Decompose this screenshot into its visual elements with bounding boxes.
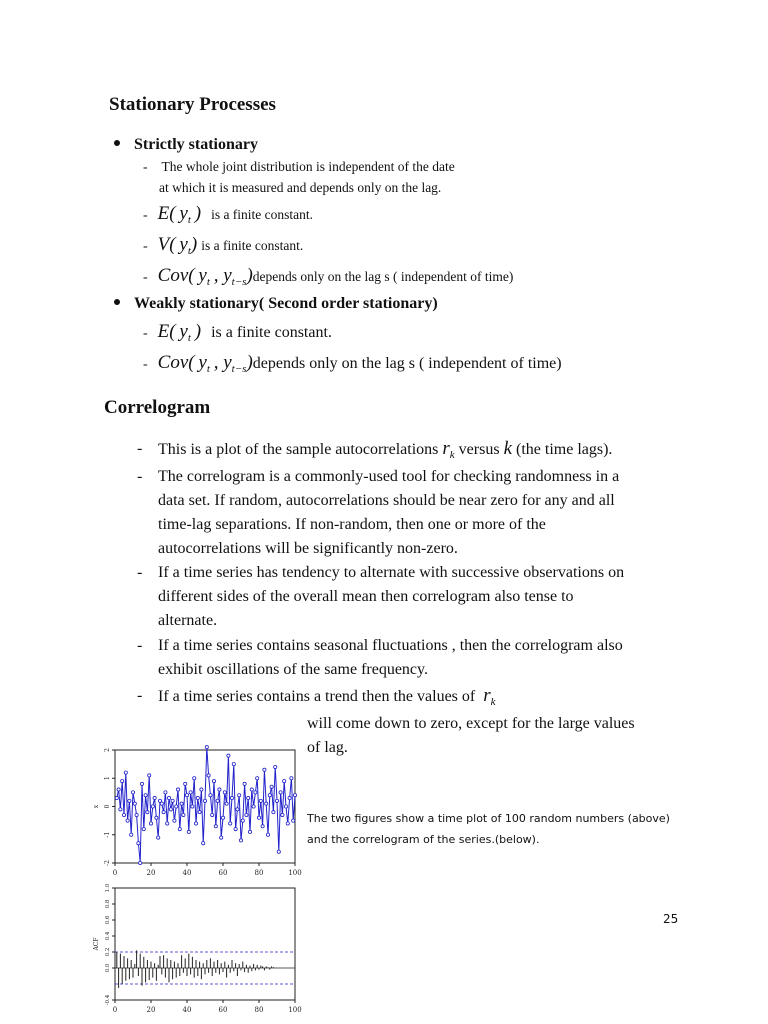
data-point xyxy=(279,791,282,794)
data-point xyxy=(248,830,251,833)
data-point xyxy=(149,822,152,825)
data-point xyxy=(189,791,192,794)
data-point xyxy=(283,779,286,782)
data-point xyxy=(263,768,266,771)
data-point xyxy=(239,839,242,842)
data-point xyxy=(200,788,203,791)
para-1-text-b: versus xyxy=(458,441,500,458)
y-tick-label: -1 xyxy=(104,831,111,838)
data-point xyxy=(139,861,142,864)
data-point xyxy=(142,828,145,831)
x-tick-label: 80 xyxy=(254,1006,264,1014)
para-2-line: time-lag separations. If non-random, then one or more of the xyxy=(158,516,546,533)
data-point xyxy=(153,796,156,799)
data-point xyxy=(122,813,125,816)
data-point xyxy=(178,828,181,831)
data-point xyxy=(128,799,131,802)
data-point xyxy=(261,825,264,828)
x-tick-label: 0 xyxy=(112,1006,118,1014)
data-point xyxy=(211,813,214,816)
data-point xyxy=(167,796,170,799)
weak-mean-line: - E( $y_t$ ) is a finite constant. xyxy=(143,321,332,344)
data-point xyxy=(286,822,289,825)
data-point xyxy=(137,842,140,845)
data-point xyxy=(238,794,241,797)
x-tick-label: 60 xyxy=(218,1006,228,1014)
x-tick-label: 20 xyxy=(146,1006,156,1014)
data-point xyxy=(216,799,219,802)
data-point xyxy=(259,799,262,802)
y-tick-label: 1 xyxy=(104,776,111,781)
data-point xyxy=(184,782,187,785)
strict-mean-text: is a finite constant. xyxy=(211,207,314,222)
data-point xyxy=(220,836,223,839)
x-tick-label: 40 xyxy=(182,1006,192,1014)
x-tick-label: 60 xyxy=(218,869,228,877)
x-tick-label: 0 xyxy=(112,869,118,877)
data-point xyxy=(221,816,224,819)
data-point xyxy=(252,805,255,808)
bullet-heading: Weakly stationary( Second order stationary) xyxy=(134,295,438,312)
figure-caption xyxy=(307,808,670,850)
para-2-line: data set. If random, autocorrelations should be near zero for any and all xyxy=(158,492,615,509)
strict-cov-text: depends only on the lag s ( independent of time) xyxy=(252,269,514,284)
data-point xyxy=(126,819,129,822)
data-point xyxy=(256,777,259,780)
para-2-line: The correlogram is a commonly-used tool for checking randomness in a xyxy=(158,468,620,485)
para-3-line: different sides of the overall mean then correlogram also tense to xyxy=(158,588,574,605)
data-point xyxy=(227,754,230,757)
data-point xyxy=(266,833,269,836)
x-tick-label: 40 xyxy=(182,869,192,877)
data-point xyxy=(176,788,179,791)
para-3-line: If a time series has tendency to alternate with successive observations on xyxy=(158,564,625,581)
para-4-line: exhibit oscillations of the same frequency. xyxy=(158,661,428,678)
strict-var-line: - V( $y_t$) is a finite constant. xyxy=(143,234,304,257)
y-tick-label: 0.4 xyxy=(105,931,111,941)
strict-var-text: is a finite constant. xyxy=(201,238,304,253)
y-axis-label: ACF xyxy=(93,937,100,951)
y-tick-label: -2 xyxy=(104,860,111,866)
data-point xyxy=(290,777,293,780)
weak-cov-line: - Cov( $y_t$ , $y_{t-s})depends$ only on the lag s ( independent of time) xyxy=(143,352,562,375)
data-point xyxy=(205,746,208,749)
data-point xyxy=(218,788,221,791)
data-point xyxy=(281,813,284,816)
page-number: 25 xyxy=(663,912,679,926)
data-point xyxy=(288,796,291,799)
data-point xyxy=(198,811,201,814)
strict-line-1b: at which it is measured and depends only on the lag. xyxy=(159,180,442,195)
y-tick-label: 0.6 xyxy=(105,915,111,925)
para-5b-line: of lag. xyxy=(307,739,348,756)
data-point xyxy=(160,802,163,805)
data-point xyxy=(209,794,212,797)
data-point xyxy=(130,833,133,836)
data-point xyxy=(207,774,210,777)
para-5-continued xyxy=(307,712,635,760)
data-point xyxy=(196,796,199,799)
data-point xyxy=(144,794,147,797)
y-tick-label: 2 xyxy=(104,748,111,752)
weak-cov-text: depends only on the lag s ( independent of time) xyxy=(252,355,562,372)
data-point xyxy=(257,816,260,819)
data-point xyxy=(232,763,235,766)
data-point xyxy=(229,822,232,825)
y-tick-label: 1.0 xyxy=(105,883,111,893)
data-point xyxy=(284,805,287,808)
data-point xyxy=(117,788,120,791)
y-tick-label: 0.2 xyxy=(105,947,111,957)
data-point xyxy=(148,774,151,777)
data-point xyxy=(166,822,169,825)
section-title-correlogram: Correlogram xyxy=(104,397,211,418)
para-1-text-a: This is a plot of the sample autocorrelations xyxy=(158,441,439,458)
data-point xyxy=(124,771,127,774)
data-point xyxy=(180,802,183,805)
strict-mean-line: - E( $y_t$ ) is a finite constant. xyxy=(143,203,314,226)
para-5b-line: will come down to zero, except for the large values xyxy=(307,715,635,732)
data-point xyxy=(234,828,237,831)
data-point xyxy=(223,791,226,794)
data-point xyxy=(236,808,239,811)
data-point xyxy=(169,808,172,811)
bullet-heading: Strictly stationary xyxy=(134,136,258,153)
caption-line: and the correlogram of the series.(below). xyxy=(307,833,540,846)
data-point xyxy=(155,816,158,819)
x-tick-label: 80 xyxy=(254,869,264,877)
data-point xyxy=(175,805,178,808)
data-point xyxy=(214,825,217,828)
data-point xyxy=(115,796,118,799)
x-tick-label: 100 xyxy=(288,1006,302,1014)
data-point xyxy=(185,794,188,797)
strict-line-1-text: The whole joint distribution is independent of the date xyxy=(161,159,455,174)
data-point xyxy=(277,850,280,853)
data-point xyxy=(173,819,176,822)
y-axis-label: x xyxy=(93,804,100,809)
data-point xyxy=(164,791,167,794)
data-point xyxy=(171,799,174,802)
data-point xyxy=(191,805,194,808)
data-point xyxy=(194,822,197,825)
data-point xyxy=(270,785,273,788)
para-4-line: If a time series contains seasonal fluctuations , then the correlogram also xyxy=(158,637,623,654)
data-point xyxy=(119,808,122,811)
data-point xyxy=(292,819,295,822)
data-point xyxy=(133,802,136,805)
bullet-weakly-stationary xyxy=(114,295,438,313)
data-point xyxy=(241,819,244,822)
data-point xyxy=(293,794,296,797)
para-3-line: alternate. xyxy=(158,612,218,629)
para-5-text: If a time series contains a trend then the values of xyxy=(158,688,476,705)
data-point xyxy=(243,782,246,785)
data-point xyxy=(131,791,134,794)
data-point xyxy=(245,813,248,816)
data-point xyxy=(202,842,205,845)
data-point xyxy=(272,811,275,814)
data-point xyxy=(135,813,138,816)
y-tick-label: 0 xyxy=(104,804,111,809)
time-plot-chart xyxy=(90,740,300,880)
data-point xyxy=(203,799,206,802)
strict-line-1: - The whole joint distribution is independent of the date xyxy=(143,159,455,174)
x-tick-label: 100 xyxy=(288,869,302,877)
data-point xyxy=(162,811,165,814)
data-point xyxy=(268,794,271,797)
bullet-dot-icon xyxy=(114,299,120,305)
y-tick-label: 0.0 xyxy=(105,963,111,973)
series-line xyxy=(117,747,295,863)
data-point xyxy=(230,796,233,799)
section-title-stationary: Stationary Processes xyxy=(109,94,276,115)
bullet-dot-icon xyxy=(114,140,120,146)
data-point xyxy=(151,805,154,808)
data-point xyxy=(193,777,196,780)
data-point xyxy=(182,813,185,816)
data-point xyxy=(212,779,215,782)
bullet-strictly-stationary xyxy=(114,136,258,154)
para-2-line: autocorrelations will be significantly non-zero. xyxy=(158,540,458,557)
data-point xyxy=(225,802,228,805)
data-point xyxy=(146,811,149,814)
correlogram-chart xyxy=(90,880,300,1020)
strict-cov-line: - Cov( $y_t$ , $y_{t-s})depends$ only on the lag s ( independent of time) xyxy=(143,265,514,288)
para-1-text-c: (the time lags). xyxy=(516,441,613,458)
data-point xyxy=(121,779,124,782)
data-point xyxy=(274,765,277,768)
weak-mean-text: is a finite constant. xyxy=(211,324,332,341)
data-point xyxy=(265,802,268,805)
data-point xyxy=(247,796,250,799)
data-point xyxy=(157,836,160,839)
x-tick-label: 20 xyxy=(146,869,156,877)
data-point xyxy=(254,791,257,794)
data-point xyxy=(250,788,253,791)
data-point xyxy=(140,782,143,785)
data-point xyxy=(187,830,190,833)
data-point xyxy=(275,799,278,802)
y-tick-label: 0.8 xyxy=(105,899,111,909)
caption-line: The two figures show a time plot of 100 random numbers (above) xyxy=(307,812,670,825)
y-tick-label: -0.4 xyxy=(105,994,111,1006)
